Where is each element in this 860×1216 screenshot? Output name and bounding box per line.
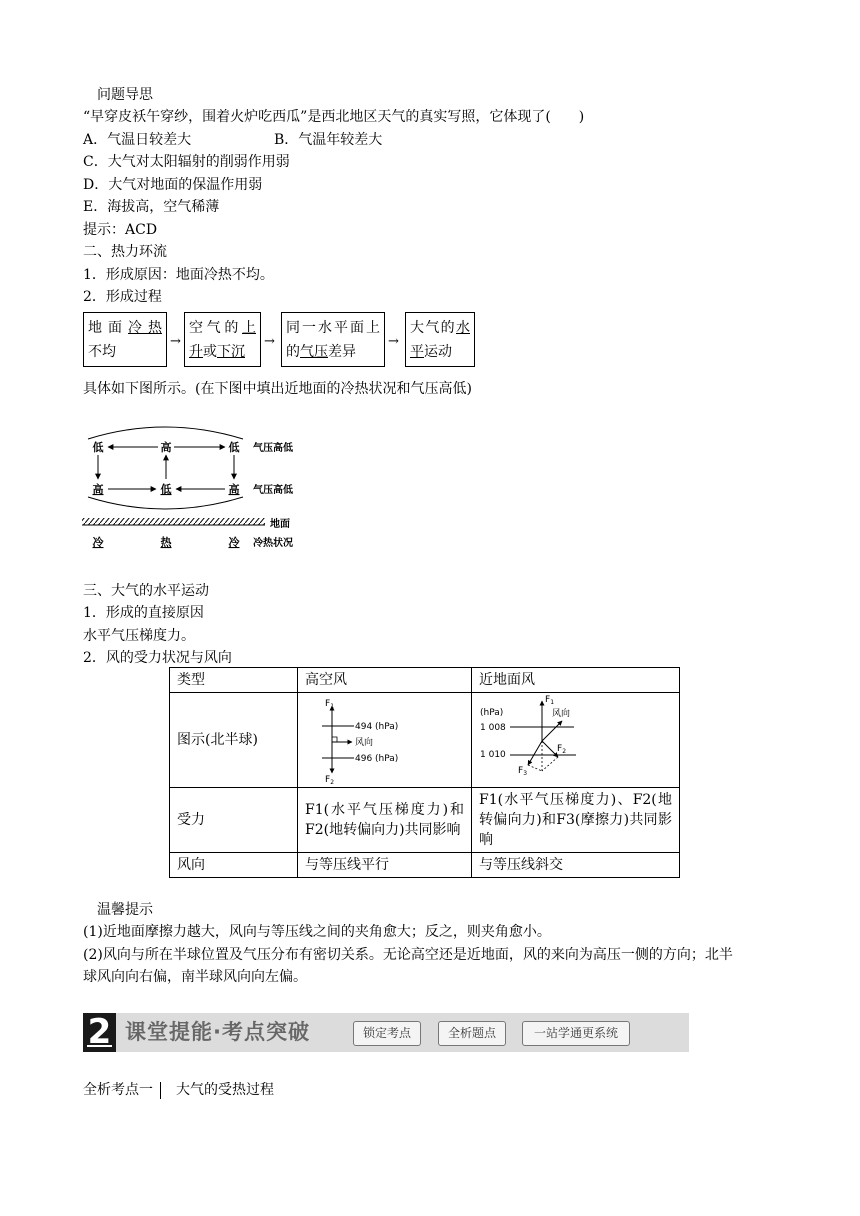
option-e: E．海拔高，空气稀薄 <box>83 199 220 215</box>
surface-wind-label: 风向 <box>552 709 571 719</box>
flow-arrow: → <box>264 334 275 349</box>
temp-left: 冷 <box>92 536 104 549</box>
problem-heading: 问题导思 <box>97 87 153 103</box>
flow-arrow: → <box>170 334 181 349</box>
wind-item2: 2．风的受力状况与风向 <box>83 650 232 666</box>
surface-direction-text: 与等压线斜交 <box>472 853 680 878</box>
svg-text:F1: $F_1$ <box>325 699 335 710</box>
upper-isobar-496: 496 (hPa) <box>355 754 399 764</box>
flow-box-pressure: 同一水平面上 的气压差异 <box>281 312 385 367</box>
banner-title: 课堂提能·考点突破 <box>125 1020 310 1044</box>
flow-arrow: → <box>388 334 399 349</box>
analyze-topic-button[interactable]: 全析题点 <box>438 1021 506 1046</box>
svg-text:F3: $F_3$ <box>518 766 528 777</box>
diagram-caption: 具体如下图所示。(在下图中填出近地面的冷热状况和气压高低) <box>83 381 472 397</box>
tips-p2-line1: (2)风向与所在半球位置及气压分布有密切关系。无论高空还是近地面，风的来向为高压一侧的方向；北半 <box>83 947 733 963</box>
flow-box-cause: 地面冷热 不均 <box>83 312 167 367</box>
upper-pressure-label: 气压高低 <box>253 443 293 454</box>
surface-f1: F <box>545 695 551 705</box>
wind-heading: 三、大气的水平运动 <box>83 583 209 599</box>
heading-separator <box>160 1082 161 1099</box>
analysis-label: 全析考点一 <box>83 1082 153 1098</box>
temp-label: 冷热状况 <box>253 538 293 549</box>
table-row-force-label: 受力 <box>170 788 298 853</box>
option-c: C．大气对太阳辐射的削弱作用弱 <box>83 154 290 170</box>
upper-f2: F <box>325 775 331 785</box>
section-banner <box>83 1013 689 1052</box>
upper-wind-label: 风向 <box>355 738 374 748</box>
circulation-heading: 二、热力环流 <box>83 244 167 260</box>
surface-f3: F <box>518 766 524 776</box>
table-header-surface: 近地面风 <box>472 668 680 693</box>
lower-pressure-label: 气压高低 <box>253 485 293 496</box>
upper-left-pressure: 低 <box>92 441 104 454</box>
surface-isobar-1008: 1 008 <box>480 723 506 733</box>
option-a: A．气温日较差大 <box>83 132 192 148</box>
analysis-topic: 大气的受热过程 <box>176 1082 274 1098</box>
wind-force-table <box>169 667 680 878</box>
upper-isobar-494: 494 (hPa) <box>355 722 399 732</box>
lower-mid-pressure: 低 <box>160 483 172 496</box>
table-header-type: 类型 <box>170 668 298 693</box>
lower-right-pressure: 高 <box>228 483 240 496</box>
tips-p2-line2: 球风向向右偏，南半球风向向左偏。 <box>83 969 307 985</box>
table-row-direction-label: 风向 <box>170 853 298 878</box>
banner-number: 2 <box>83 1013 116 1052</box>
temp-mid: 热 <box>160 536 172 549</box>
option-d: D．大气对地面的保温作用弱 <box>83 177 263 193</box>
temp-right: 冷 <box>228 536 240 549</box>
hint: 提示：ACD <box>83 222 158 238</box>
surface-f2: F <box>557 744 563 754</box>
upper-f1: F <box>325 699 331 709</box>
upper-wind-diagram <box>298 693 468 786</box>
upper-direction-text: 与等压线平行 <box>298 853 472 878</box>
upper-right-pressure: 低 <box>228 441 240 454</box>
lock-topic-button[interactable]: 锁定考点 <box>353 1021 421 1046</box>
tips-p1: (1)近地面摩擦力越大，风向与等压线之间的夹角愈大；反之，则夹角愈小。 <box>83 924 551 940</box>
surface-wind-figure-cell <box>472 693 680 788</box>
circulation-item1: 1．形成原因：地面冷热不均。 <box>83 267 274 283</box>
wind-item1: 1．形成的直接原因 <box>83 605 204 621</box>
upper-wind-figure-cell <box>298 693 472 788</box>
flow-box-horizontal: 大气的水 平运动 <box>405 312 475 367</box>
table-header-upper: 高空风 <box>298 668 472 693</box>
svg-text:F1: $F_1$ <box>545 695 555 706</box>
problem-question: “早穿皮袄午穿纱，围着火炉吃西瓜”是西北地区天气的真实写照，它体现了( ) <box>83 109 585 125</box>
tips-heading: 温馨提示 <box>97 902 153 918</box>
thermal-circulation-diagram <box>80 415 320 555</box>
table-row-diagram-label: 图示(北半球) <box>170 693 298 788</box>
flow-box-vertical: 空气的上 升或下沉 <box>184 312 261 367</box>
surface-unit: (hPa) <box>480 708 504 718</box>
ground-label: 地面 <box>270 519 290 530</box>
option-b: B．气温年较差大 <box>274 132 383 148</box>
wind-item1-text: 水平气压梯度力。 <box>83 628 195 644</box>
lower-left-pressure: 高 <box>92 483 104 496</box>
surface-wind-diagram <box>472 693 672 781</box>
upper-force-text: F1(水平气压梯度力)和F2(地转偏向力)共同影响 <box>298 788 472 853</box>
svg-text:F2: $F_2$ <box>557 744 567 755</box>
svg-text:F2: $F_2$ <box>325 775 335 786</box>
surface-isobar-1010: 1 010 <box>480 750 506 760</box>
surface-force-text: F1(水平气压梯度力)、F2(地转偏向力)和F3(摩擦力)共同影响 <box>472 788 680 853</box>
upper-mid-pressure: 高 <box>160 441 172 454</box>
circulation-item2: 2．形成过程 <box>83 289 162 305</box>
learn-system-button[interactable]: 一站学通更系统 <box>522 1021 630 1046</box>
